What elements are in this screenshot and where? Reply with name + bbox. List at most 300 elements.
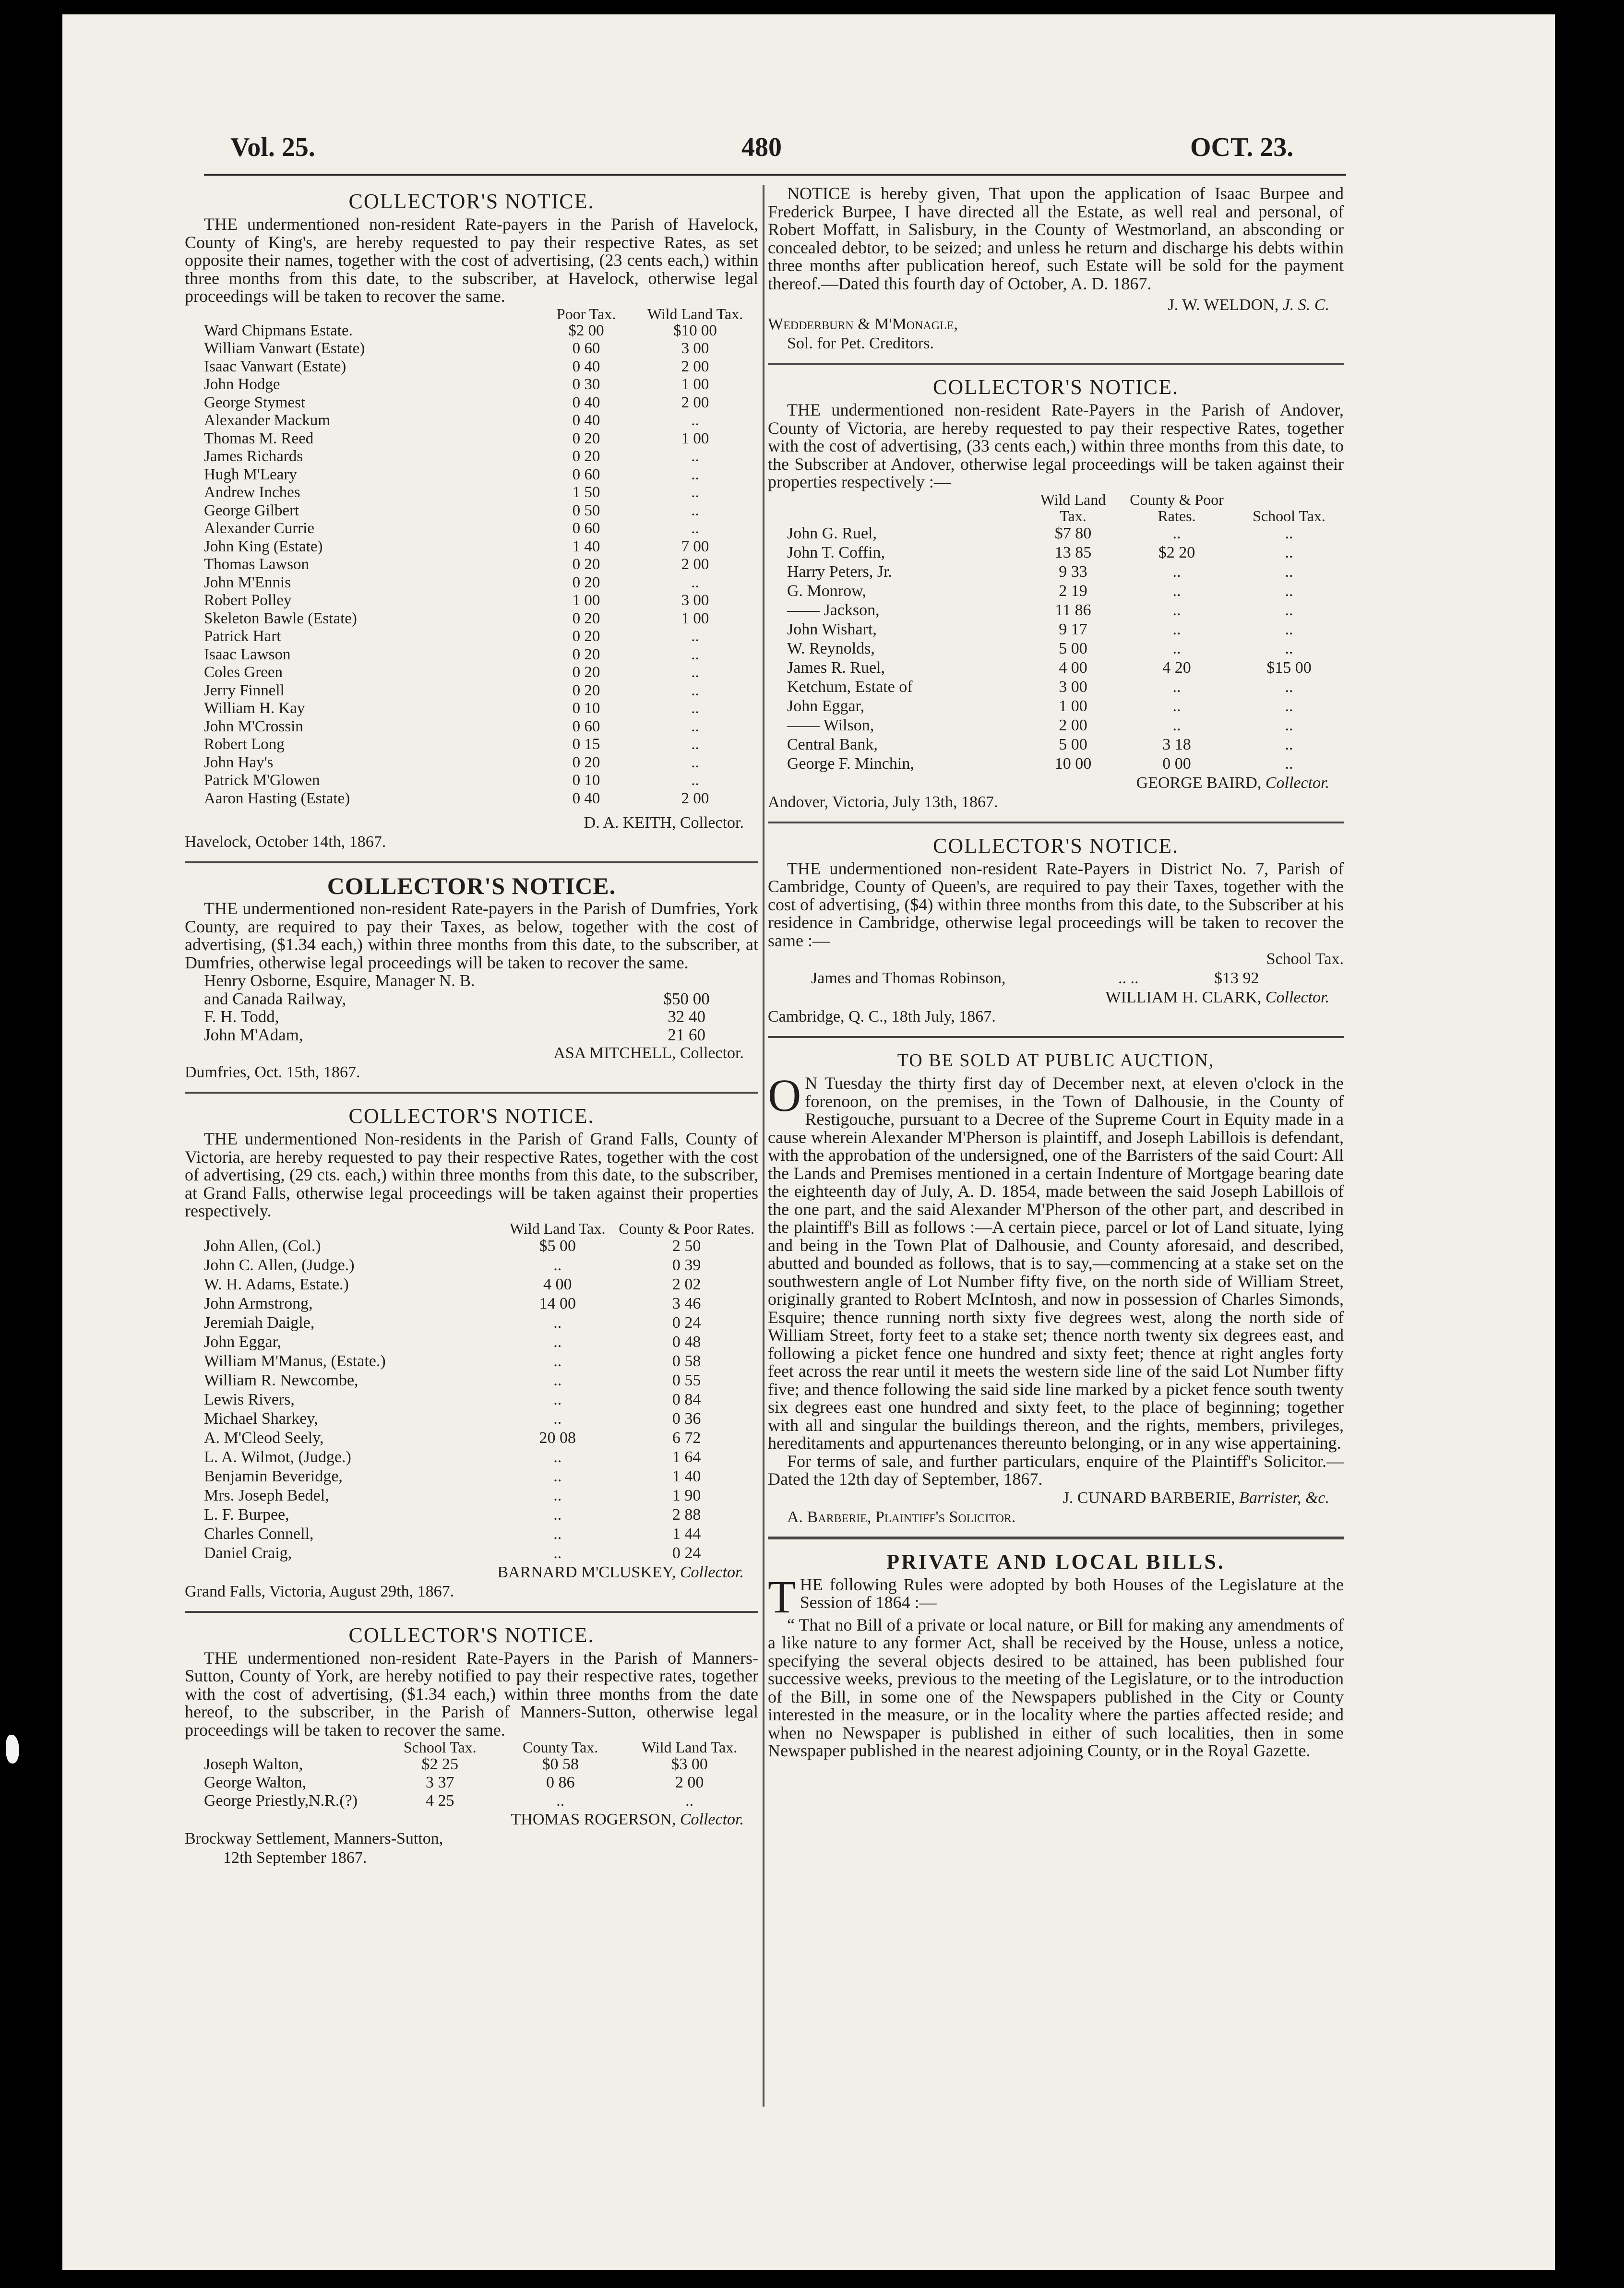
row-value: 4 20 <box>1162 658 1191 677</box>
row-value: 4 25 <box>426 1792 454 1810</box>
auction-notice <box>768 1049 1344 1527</box>
row-value: 0 60 <box>572 340 600 357</box>
row-value: 5 00 <box>1059 735 1087 753</box>
notice-title: TO BE SOLD AT PUBLIC AUCTION, <box>897 1050 1215 1071</box>
table-row <box>185 682 758 700</box>
row-value: .. <box>691 501 699 519</box>
signature: WILLIAM H. CLARK, <box>1105 989 1262 1006</box>
right-column <box>768 185 1344 1760</box>
margin-mark <box>6 1735 19 1764</box>
row-value: 2 00 <box>681 393 709 411</box>
row-value: .. <box>1172 620 1181 638</box>
row-name: Patrick Hart <box>204 628 281 645</box>
row-value: 0 20 <box>572 556 600 573</box>
signature-role: Collector. <box>1265 774 1329 792</box>
row-name: Charles Connell, <box>204 1525 314 1543</box>
row-value: $7 80 <box>1054 524 1092 542</box>
row-value: .. <box>553 1544 562 1562</box>
column-header: County & Poor Rates. <box>1130 490 1224 524</box>
row-name: Thomas Lawson <box>204 556 310 573</box>
row-value: .. <box>691 645 699 663</box>
row-name: Alexander Mackum <box>204 412 330 429</box>
row-name: John Wishart, <box>787 620 877 638</box>
row-value: $2 00 <box>568 322 604 339</box>
table-row <box>185 1525 758 1544</box>
signature: BARNARD M'CLUSKEY, <box>497 1563 676 1581</box>
row-name: Robert Polley <box>204 592 292 609</box>
row-value: 0 39 <box>672 1256 701 1274</box>
row-value: 9 17 <box>1059 620 1087 638</box>
row-name: George Walton, <box>204 1774 307 1791</box>
notice-body-2: For terms of sale, and further particulars, enquire of the Plaintiff's Solicitor.—Dated the 12th day of September, 1867. <box>768 1451 1344 1489</box>
divider <box>768 822 1344 823</box>
row-value: .. <box>1172 678 1181 696</box>
table-row <box>185 592 758 610</box>
row-value: 0 20 <box>572 573 600 591</box>
private-bills-notice <box>768 1550 1344 1760</box>
row-value: .. <box>1285 754 1293 773</box>
column-header: Wild Land Tax. <box>647 305 743 322</box>
table-row <box>768 697 1344 716</box>
row-value: $2 20 <box>1158 543 1195 561</box>
row-value: 1 00 <box>681 609 709 627</box>
column-header: County & Poor Rates. <box>619 1219 754 1237</box>
row-name: John Allen, (Col.) <box>204 1237 321 1255</box>
row-value: $3 00 <box>671 1755 708 1773</box>
row-name: Mrs. Joseph Bedel, <box>204 1486 329 1504</box>
row-value: $5 00 <box>539 1237 576 1255</box>
table-row <box>185 1256 758 1275</box>
table-row <box>768 562 1344 582</box>
cambridge-notice <box>768 834 1344 1027</box>
row-value: 0 20 <box>572 628 600 645</box>
row-value: .. <box>691 484 699 501</box>
table-row <box>185 358 758 376</box>
row-value: 0 36 <box>672 1409 701 1428</box>
row-value <box>615 972 758 990</box>
row-value: 14 00 <box>539 1294 576 1312</box>
row-value: 0 24 <box>672 1313 701 1332</box>
divider <box>768 1537 1344 1539</box>
tax-table <box>185 1220 758 1563</box>
drop-cap: O <box>768 1070 801 1121</box>
notice-title: COLLECTOR'S NOTICE. <box>348 1623 595 1647</box>
row-value: 7 00 <box>681 537 709 555</box>
notice-title: COLLECTOR'S NOTICE. <box>932 375 1179 399</box>
signature-role: Barrister, &c. <box>1239 1489 1329 1507</box>
divider <box>768 363 1344 365</box>
page-number: 480 <box>741 132 782 162</box>
row-value: .. <box>691 753 699 771</box>
notice-body: THE undermentioned non-resident Rate-Payers in District No. 7, Parish of Cambridge, County of Queen's, are required to pay their Taxes, together with the cost of advertising, ($4) within three months from this date, to the Subscriber at his residence in Cambridge, otherwise legal proceedings will be taken to recover the same :— <box>768 858 1344 950</box>
table-row <box>185 664 758 682</box>
row-value: 0 20 <box>572 645 600 663</box>
row-value: 2 00 <box>681 358 709 375</box>
row-value: .. <box>553 1448 562 1466</box>
row-name: and Canada Railway, <box>204 989 346 1008</box>
row-value: 0 20 <box>572 448 600 465</box>
table-row <box>185 1275 758 1294</box>
row-name: Andrew Inches <box>204 484 300 501</box>
row-value: 0 48 <box>672 1333 701 1351</box>
notice-title: COLLECTOR'S NOTICE. <box>327 872 616 899</box>
row-name: John C. Allen, (Judge.) <box>204 1256 355 1274</box>
signature: THOMAS ROGERSON, <box>511 1811 676 1828</box>
row-name: L. F. Burpee, <box>204 1505 289 1524</box>
row-value: .. <box>691 465 699 483</box>
notice-body: N Tuesday the thirty first day of December next, at eleven o'clock in the forenoon, on the premises, in the Town of Dalhousie, in the County of Restigouche, pursuant to a Decree of the Supreme Court in Equity made in a cause wherein Alexander M'Pherson is plaintiff, and Joseph Labillois is defendant, with the approbation of the undersigned, one of the Barristers of the said Court: All the Lands and Premises mentioned in a certain Indenture of Mortgage bearing date the eighteenth day of July, A. D. 1854, made between the said Joseph Labillois of the one part, and the said Alexander M'Pherson of the other part, and described in the plaintiff's Bill as follows :—A certain piece, parcel or lot of Land situate, lying and being in the Town Plat of Dalhousie, and County aforesaid, and described, abutted and bounded as follows, that is to say,—commencing at a stake set on the southwestern angle of Lot Number fifty five, on the north side of William Street, originally granted to Robert McIntosh, and now in possession of Charles Simonds, Esquire; thence running north sixty five degrees west, along the north side of William Street, forty feet to a stake set; thence north twenty six degrees east, and following a picket fence one hundred and sixty feet; thence at right angles forty feet across the rear until it meets the western side line of the said Lot Number fifty five; and thence following the said side line marked by a picket fence south twenty six degrees east one hundred and sixty feet, to the place of beginning; together with all and singular the buildings thereon, and the rights, members, privileges, hereditaments and appurtenances thereunto belonging, or in any wise appertaining. <box>768 1073 1344 1453</box>
row-value: $0 58 <box>542 1755 579 1773</box>
table-row <box>185 430 758 448</box>
table-row <box>185 1026 758 1044</box>
solicitor-role: Sol. for Pet. Creditors. <box>787 334 934 352</box>
row-value: 3 00 <box>681 340 709 357</box>
signature-role: Collector. <box>1265 989 1329 1006</box>
row-value: 0 10 <box>572 772 600 789</box>
row-value: 0 55 <box>672 1371 701 1389</box>
row-name: John Eggar, <box>787 697 865 715</box>
row-value: .. <box>691 717 699 735</box>
tax-table <box>185 306 758 808</box>
row-value: 1 40 <box>672 1467 701 1485</box>
row-value: 0 60 <box>572 465 600 483</box>
row-value: 0 30 <box>572 376 600 393</box>
signature: GEORGE BAIRD, <box>1136 774 1262 792</box>
solicitor: Wedderburn & M'Monagle, <box>768 315 958 333</box>
manners-sutton-notice <box>185 1623 758 1868</box>
row-value: 0 60 <box>572 717 600 735</box>
table-row <box>185 556 758 574</box>
row-name: John T. Coffin, <box>787 543 885 561</box>
table-row <box>185 1352 758 1371</box>
row-value: .. <box>1172 697 1181 715</box>
issue-date: OCT. 23. <box>1190 132 1294 162</box>
row-name: William H. Kay <box>204 700 305 717</box>
table-row <box>185 718 758 736</box>
row-value: 0 50 <box>572 501 600 519</box>
table-row <box>185 484 758 502</box>
row-value: 2 19 <box>1059 582 1087 600</box>
row-value: .. <box>1172 582 1181 600</box>
table-row <box>185 502 758 520</box>
row-value: .. <box>1285 620 1293 638</box>
row-dots: .. .. <box>1118 969 1139 987</box>
row-name: F. H. Todd, <box>204 1007 279 1026</box>
row-value: .. <box>553 1352 562 1370</box>
row-name: John King (Estate) <box>204 537 323 555</box>
row-value: 3 18 <box>1162 735 1191 753</box>
notice-date: Brockway Settlement, Manners-Sutton, <box>185 1830 443 1847</box>
drop-cap: T <box>768 1571 796 1622</box>
solicitor: A. Barberie, Plaintiff's Solicitor. <box>787 1508 1016 1526</box>
row-name: L. A. Wilmot, (Judge.) <box>204 1448 351 1466</box>
notice-date: Grand Falls, Victoria, August 29th, 1867. <box>185 1582 454 1600</box>
row-name: Central Bank, <box>787 735 878 753</box>
row-value: .. <box>691 772 699 789</box>
row-name: John Hay's <box>204 753 274 771</box>
column-header: County Tax. <box>523 1739 598 1756</box>
row-name: Ward Chipmans Estate. <box>204 322 353 339</box>
divider <box>768 1036 1344 1038</box>
row-name: Jerry Finnell <box>204 681 285 699</box>
notice-body: THE undermentioned non-resident Rate-Payers in the Parish of Andover, County of Victoria, are hereby requested to pay their respective Rates, together with the cost of advertising, (33 cents each,) within three months from this date, to the Subscriber at Andover, otherwise legal proceedings will be taken against their properties respectively :— <box>768 400 1344 491</box>
row-name: Aaron Hasting (Estate) <box>204 789 350 807</box>
row-name: Skeleton Bawle (Estate) <box>204 609 357 627</box>
notice-title: PRIVATE AND LOCAL BILLS. <box>886 1549 1225 1573</box>
row-value: 0 24 <box>672 1544 701 1562</box>
row-value: .. <box>691 573 699 591</box>
table-row <box>768 658 1344 678</box>
row-name: Benjamin Beveridge, <box>204 1467 343 1485</box>
row-name: William M'Manus, (Estate.) <box>204 1352 386 1370</box>
row-value: .. <box>1172 716 1181 734</box>
row-name: John Armstrong, <box>204 1294 313 1312</box>
tax-table <box>185 1739 758 1810</box>
row-value: .. <box>691 700 699 717</box>
row-value: .. <box>1172 524 1181 542</box>
row-value: 2 00 <box>681 789 709 807</box>
row-value: .. <box>691 736 699 753</box>
notice-body: NOTICE is hereby given, That upon the application of Isaac Burpee and Frederick Burpee, I have directed all the Estate, as well real and personal, of Robert Moffatt, in Salisbury, in the County of Westmorland, an absconding or concealed debtor, to be seized; and unless he return and discharge his debts within three months after publication hereof, such Estate will be sold for the payment thereof.—Dated this fourth day of October, A. D. 1867. <box>768 184 1344 293</box>
table-row <box>185 1429 758 1448</box>
row-value: 1 44 <box>672 1525 701 1543</box>
table-row <box>185 1409 758 1429</box>
row-name: Patrick M'Glowen <box>204 772 320 789</box>
row-name: Joseph Walton, <box>204 1755 303 1773</box>
table-row <box>185 1774 758 1792</box>
notice-body: THE undermentioned non-resident Rate-Payers in the Parish of Manners-Sutton, County of York, are hereby notified to pay their respective rates, together with the cost of advertising, ($1.34 each,) within three months from the date hereof, to the subscriber, in the Parish of Manners-Sutton, otherwise legal proceedings will be taken to recover the same. <box>185 1648 758 1740</box>
row-name: George F. Minchin, <box>787 754 914 773</box>
row-value: 0 60 <box>572 520 600 537</box>
row-value: .. <box>553 1333 562 1351</box>
row-name: —— Jackson, <box>787 601 880 619</box>
row-value: 2 02 <box>672 1275 701 1293</box>
table-row <box>185 376 758 394</box>
table-row <box>768 716 1344 735</box>
signature: J. W. WELDON, <box>1168 296 1279 314</box>
notice-date: Dumfries, Oct. 15th, 1867. <box>185 1063 360 1081</box>
table-row <box>768 639 1344 658</box>
table-row <box>185 790 758 808</box>
row-value: 10 00 <box>1054 754 1092 773</box>
table-row <box>185 448 758 466</box>
row-value: .. <box>553 1486 562 1504</box>
row-value: 3 00 <box>681 592 709 609</box>
row-value: 9 33 <box>1059 562 1087 581</box>
tax-table <box>768 491 1344 774</box>
row-value: .. <box>691 681 699 699</box>
row-value: .. <box>1285 716 1293 734</box>
row-value: .. <box>1285 562 1293 581</box>
row-value: $15 00 <box>1266 658 1312 677</box>
table-row <box>185 538 758 556</box>
tax-row <box>768 969 1344 988</box>
row-value: 2 00 <box>681 556 709 573</box>
row-value: 4 00 <box>1059 658 1087 677</box>
row-name: James Richards <box>204 448 303 465</box>
row-value: .. <box>691 628 699 645</box>
row-name: John G. Ruel, <box>787 524 877 542</box>
notice-body: HE following Rules were adopted by both Houses of the Legislature at the Session of 1864 :— <box>800 1574 1344 1612</box>
debtor-notice <box>768 185 1344 353</box>
row-value: 3 00 <box>1059 678 1087 696</box>
row-name: Henry Osborne, Esquire, Manager N. B. <box>204 971 475 990</box>
table-row <box>185 736 758 754</box>
table-row <box>185 466 758 484</box>
row-value: 13 85 <box>1054 543 1092 561</box>
table-row <box>185 628 758 646</box>
notice-title: COLLECTOR'S NOTICE. <box>348 1104 595 1128</box>
row-value: 4 00 <box>543 1275 572 1293</box>
row-name: Daniel Craig, <box>204 1544 292 1562</box>
table-row <box>768 524 1344 543</box>
row-value: 0 10 <box>572 700 600 717</box>
row-value: $2 25 <box>421 1755 459 1773</box>
row-value: .. <box>1285 543 1293 561</box>
row-name: Harry Peters, Jr. <box>787 562 893 581</box>
table-row <box>185 394 758 412</box>
row-value: 1 50 <box>572 484 600 501</box>
tax-table <box>185 972 758 1044</box>
row-name: Michael Sharkey, <box>204 1409 318 1428</box>
row-name: John M'Crossin <box>204 717 303 735</box>
notice-body: THE undermentioned non-resident Rate-payers in the Parish of Havelock, County of King's, are hereby requested to pay their respective Rates, as set opposite their names, together with the cost of advertising, (23 cents each,) within three months from this date, to the subscriber, at Havelock, otherwise legal proceedings will be taken to recover the same. <box>185 214 758 306</box>
notice-body-2: “ That no Bill of a private or local nature, or Bill for making any amendments of a like nature to any former Act, shall be received by the House, unless a notice, specifying the several objects desired to be attained, has been published four successive weeks, previous to the meeting of the Legislature, or to the introduction of the Bill, in some one of the Newspapers published in the City or County interested in the measure, or in the locality where the parties affected reside; and when no Newspaper is published in either of such localities, then in some Newspaper published in the nearest adjoining County, or in the Royal Gazette. <box>768 1615 1344 1760</box>
row-value: 1 00 <box>1059 697 1087 715</box>
signature-role: Collector. <box>680 1811 744 1828</box>
row-name: John M'Adam, <box>204 1025 303 1044</box>
table-row <box>185 1008 758 1026</box>
row-value: 0 20 <box>572 429 600 447</box>
row-name: Coles Green <box>204 664 283 681</box>
left-column <box>185 190 758 1868</box>
table-row <box>185 1755 758 1774</box>
row-value: 1 64 <box>672 1448 701 1466</box>
row-value: 11 86 <box>1055 601 1091 619</box>
row-value: .. <box>691 448 699 465</box>
row-value: 2 50 <box>672 1237 701 1255</box>
row-name: Robert Long <box>204 736 285 753</box>
table-row <box>768 543 1344 562</box>
row-name: James and Thomas Robinson, <box>811 969 1006 987</box>
table-row <box>185 972 758 990</box>
row-value: .. <box>553 1371 562 1389</box>
row-value: 1 40 <box>572 537 600 555</box>
row-name: Hugh M'Leary <box>204 465 297 483</box>
row-name: George Gilbert <box>204 501 299 519</box>
row-name: William Vanwart (Estate) <box>204 340 365 357</box>
row-value: .. <box>1285 678 1293 696</box>
notice-date: Havelock, October 14th, 1867. <box>185 833 386 851</box>
row-value: .. <box>691 664 699 681</box>
row-value: 3 37 <box>426 1774 454 1791</box>
row-value: .. <box>553 1467 562 1485</box>
row-value: 1 90 <box>672 1486 701 1504</box>
row-value: $50 00 <box>663 989 710 1008</box>
row-value: .. <box>553 1505 562 1524</box>
table-row <box>185 1313 758 1333</box>
row-value: 0 58 <box>672 1352 701 1370</box>
row-name: Lewis Rivers, <box>204 1390 295 1408</box>
row-value: 20 08 <box>539 1429 576 1447</box>
row-value: 0 00 <box>1162 754 1191 773</box>
table-row <box>768 620 1344 639</box>
row-value: 2 88 <box>672 1505 701 1524</box>
dumfries-notice <box>185 874 758 1082</box>
column-header: School Tax. <box>1266 950 1344 968</box>
notice-date: Cambridge, Q. C., 18th July, 1867. <box>768 1008 996 1025</box>
row-name: Ketchum, Estate of <box>787 678 913 696</box>
column-header: School Tax. <box>1253 507 1325 524</box>
table-row <box>185 520 758 538</box>
signature: J. CUNARD BARBERIE, <box>1063 1489 1235 1507</box>
row-value: 0 84 <box>672 1390 701 1408</box>
table-row <box>185 574 758 592</box>
row-value: 0 15 <box>572 736 600 753</box>
row-name: Isaac Lawson <box>204 645 291 663</box>
row-name: A. M'Cleod Seely, <box>204 1429 324 1447</box>
table-row <box>185 1448 758 1467</box>
notice-body: THE undermentioned non-resident Rate-payers in the Parish of Dumfries, York County, are required to pay their Taxes, as below, together with the cost of advertising, ($1.34 each,) within three months from this date, to the subscriber, at Dumfries, otherwise legal proceedings will be taken to recover the same. <box>185 899 758 972</box>
grand-falls-notice <box>185 1104 758 1601</box>
table-row <box>185 1237 758 1256</box>
row-value: 21 60 <box>668 1025 705 1044</box>
row-value: $13 92 <box>1214 969 1259 987</box>
row-value: 32 40 <box>668 1007 705 1026</box>
row-value: 6 72 <box>672 1429 701 1447</box>
row-name: W. H. Adams, Estate.) <box>204 1275 349 1293</box>
column-header: Poor Tax. <box>556 305 616 322</box>
table-row <box>185 1544 758 1563</box>
table-row <box>185 1371 758 1390</box>
row-value: .. <box>1285 582 1293 600</box>
table-row <box>185 1486 758 1505</box>
row-value: 0 40 <box>572 412 600 429</box>
row-value: 3 46 <box>672 1294 701 1312</box>
table-row <box>185 1467 758 1486</box>
row-value: 2 00 <box>1059 716 1087 734</box>
row-name: Alexander Currie <box>204 520 314 537</box>
volume-label: Vol. 25. <box>230 132 315 162</box>
row-value: 0 20 <box>572 664 600 681</box>
divider <box>185 861 758 863</box>
row-value: $10 00 <box>673 322 717 339</box>
row-name: John Hodge <box>204 376 280 393</box>
divider <box>185 1611 758 1613</box>
notice-date: Andover, Victoria, July 13th, 1867. <box>768 793 998 811</box>
row-name: —— Wilson, <box>787 716 874 734</box>
row-name: John Eggar, <box>204 1333 282 1351</box>
table-row <box>185 412 758 430</box>
table-row <box>185 1505 758 1525</box>
signature-role: Collector. <box>680 1563 744 1581</box>
row-name: James R. Ruel, <box>787 658 885 677</box>
column-header: Wild Land Tax. <box>510 1219 606 1237</box>
row-name: George Priestly,N.R.(?) <box>204 1792 358 1810</box>
row-value: .. <box>1172 639 1181 657</box>
havelock-notice <box>185 190 758 852</box>
table-row <box>185 646 758 664</box>
signature-role: J. S. C. <box>1282 296 1329 314</box>
row-value: 5 00 <box>1059 639 1087 657</box>
row-value: .. <box>1285 639 1293 657</box>
row-value: 0 20 <box>572 753 600 771</box>
row-value: 2 00 <box>675 1774 704 1791</box>
row-value: .. <box>1285 697 1293 715</box>
row-value: .. <box>1285 524 1293 542</box>
table-row <box>768 754 1344 774</box>
row-name: Isaac Vanwart (Estate) <box>204 358 346 375</box>
